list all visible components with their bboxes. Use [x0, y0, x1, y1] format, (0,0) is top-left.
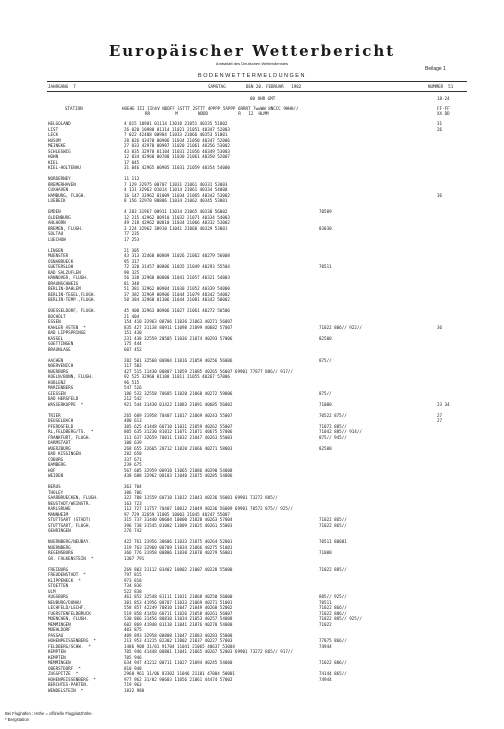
station-extra-wind: 27 [437, 412, 443, 418]
station-name: NORDERNEY [48, 176, 71, 181]
station-extra-groups: 70511 [319, 264, 332, 269]
station-data: 7 129 32975 00707 11031 21061 40331 53003 [124, 181, 228, 187]
station-name: REGENSBURG [48, 550, 74, 555]
station-data: 31 046 42965 00905 11031 21059 40354 54000 [124, 165, 230, 170]
station-data: 337 671 [124, 456, 142, 462]
station-data: 154 410 32963 00706 11036 21063 40271 56007 [124, 319, 233, 324]
report-title: Europäischer Wetterbericht [108, 42, 396, 60]
station-data: 396 738 31545 01002 11009 21025 40261 55003 [124, 522, 233, 528]
station-data: 186 532 32558 70605 11020 21068 40272 59006 [124, 390, 233, 396]
station-name: BRAUNSCHWEIG [48, 280, 79, 286]
station-data: 95 317 [124, 258, 140, 264]
station-extra-groups: 71000 [319, 550, 332, 555]
station-name: BERUS [48, 484, 61, 489]
station-name: LUEBECK [48, 198, 66, 203]
station-name: KIEL-HOLTENAU [48, 165, 81, 170]
station-data: 381 853 41956 00707 11033 21069 40271 51001 [124, 599, 233, 605]
station-data: 11 113 [124, 176, 140, 181]
station-data: 213 953 41215 02302 11002 21037 40227 57003 [124, 638, 233, 643]
station-name: NUERBURG [48, 368, 69, 374]
station-name: KLIPPENECK * [48, 577, 81, 583]
station-name: LUECHOW [48, 236, 66, 242]
station-name: HOHN [48, 154, 59, 159]
station-name: FUERSTENFELDBRUCK [48, 610, 91, 616]
station-extra-groups: 71022 865// [319, 522, 347, 528]
station-extra-wind: 26 [437, 126, 443, 132]
station-extra-wind: 36 [437, 324, 443, 330]
column-extra-header-3: XX DD [437, 111, 450, 116]
station-name: ZUGSPITZE * [48, 671, 79, 676]
station-name: AACHEN [48, 357, 64, 363]
station-name: MANNHEIM [48, 511, 69, 517]
station-data: 319 763 32960 00709 11034 21066 40275 51001 [124, 544, 233, 550]
station-data: 322 708 11559 60710 11012 21043 40236 56001 69901 73272 885// [124, 495, 278, 500]
station-name: KOBLENZ [48, 379, 66, 385]
station-extra-groups: 82500 [319, 335, 332, 341]
station-data: 276 742 [124, 528, 142, 533]
station-data: 1307 791 [124, 555, 145, 561]
station-data: 111 637 32659 70811 11032 21047 40263 55003 [124, 434, 233, 440]
station-data: 28 026 43478 00906 11034 21050 40347 52006 [124, 137, 230, 143]
station-extra-wind: 23 34 [437, 401, 450, 407]
station-extra-groups: 71022 [319, 621, 332, 627]
station-name: BAD LIPPSPRINGE [48, 330, 86, 335]
station-data: 558 857 42249 70810 11047 21049 40260 52002 [124, 605, 233, 610]
station-data: 212 542 [124, 396, 142, 401]
station-name: MUENCHEN, FLUGH. [48, 616, 89, 621]
station-name: SCHLESWIG [48, 148, 71, 154]
station-name: TRIER [48, 412, 61, 418]
station-name: FREUDENSTADT * [48, 572, 86, 577]
station-extra-groups: 82500 [319, 445, 332, 451]
station-name: BERCHTES-PARTEN. [48, 682, 89, 687]
station-data: 175 444 [124, 341, 142, 346]
station-name: LINGEN [48, 247, 64, 253]
station-data: 45 400 32963 00906 11027 21061 40272 56506 [124, 308, 230, 313]
station-name: ULM [48, 588, 56, 594]
station-extra-wind: 36 [437, 192, 443, 198]
station-data: 26 020 10980 01114 11021 21051 40347 52003 [124, 126, 230, 132]
station-name: KOELN/BONN, FLUGH. [48, 374, 94, 379]
station-data: 21 404 [124, 313, 140, 319]
station-data: 51 381 32962 00904 11030 21052 40339 54000 [124, 286, 230, 291]
footer-note-mountain: * Bergstation [5, 717, 29, 722]
station-data: 305 625 41448 60710 11031 21059 40262 55007 [124, 423, 233, 429]
station-extra-wind: 31 [437, 121, 443, 126]
station-name: NUERNBERG [48, 544, 71, 550]
station-name: WUERZBURG [48, 445, 71, 451]
station-name: OEHRINGEN [48, 528, 71, 533]
station-name: KEMPTEN [48, 649, 66, 654]
station-data: 4 131 32962 01014 11014 21061 40334 54000 [124, 187, 228, 192]
station-name: DUESSELDORF, FLUGH. [48, 308, 96, 313]
station-name: NEUSTADT/WEINSTR. [48, 500, 91, 506]
station-data: 56 338 32968 00800 11041 21057 40321 54003 [124, 275, 230, 280]
station-data: 43 035 32970 01104 11031 21056 40349 53003 [124, 148, 230, 154]
station-name: BAMBERG [48, 462, 66, 467]
station-data: 231 438 32559 20505 11036 21074 40293 57006 [124, 335, 233, 341]
station-data: 21 305 [124, 247, 140, 253]
issue-number: NUMMER 51 [428, 84, 454, 89]
station-name: HOHENPEISSENBERG * [48, 638, 96, 643]
section-title: BODENWETTERMELDUNGEN [198, 73, 306, 79]
station-data: 151 430 [124, 330, 142, 335]
station-name: MARIENBERG [48, 385, 74, 390]
station-data: 97 729 32659 11005 10003 21045 40247 55007 [124, 511, 230, 517]
station-name: THOLEY [48, 489, 64, 495]
station-name: BERLIN-TEGEL,FLUGH. [48, 291, 96, 297]
station-data: 282 658 [124, 451, 142, 456]
station-data: 49 218 42962 00810 11034 21066 40332 53002 [124, 220, 230, 225]
station-data: 17 253 [124, 236, 140, 242]
station-data: 1486 908 31/01 91704 11041 21065 40637 53004 [124, 643, 235, 649]
station-data: 81 348 [124, 280, 140, 286]
station-extra-groups: 77075 866// [319, 638, 347, 643]
station-name: STOETTEN [48, 583, 69, 588]
station-data: 112 727 11757 70407 10012 21049 40236 56009 69901 70572 875// 925// [124, 506, 293, 511]
station-name: FREIBURG [48, 566, 69, 572]
station-name: HUSUM [48, 137, 61, 143]
station-name: FRANKFURT, FLUGH. [48, 434, 91, 440]
station-data: 2960 961 31/06 83302 11046 21101 47004 50001 [124, 671, 235, 676]
station-name: DARMSTADT [48, 440, 71, 445]
station-extra-groups: 875// 945// [319, 434, 347, 440]
station-name: MUENSTER [48, 253, 69, 258]
station-extra-wind: 27 [437, 418, 443, 423]
footer-note-airport: Bei Flughäfen : Höhe = offizielle Flugplatzhöhe [5, 711, 92, 716]
station-name: BAD SALZUFLEN [48, 269, 81, 275]
station-data: 973 818 [124, 577, 142, 583]
station-name: OBERSTDORF * [48, 665, 81, 671]
station-data: 810 948 [124, 665, 142, 671]
station-data: 269 803 31112 03402 10002 21007 40228 55000 [124, 566, 233, 572]
station-data: 363 704 [124, 484, 142, 489]
station-data: 8 156 32970 00806 11034 21062 40345 53001 [124, 198, 228, 203]
station-name: STUTTGART, FLUGH. [48, 522, 91, 528]
station-data: 705 946 [124, 654, 142, 660]
station-name: WASSERKUPPE * [48, 401, 84, 407]
station-extra-groups: 71022 806// 922// [319, 324, 362, 330]
station-data: 4 203 31967 00911 11034 21065 40330 56002 [124, 209, 228, 214]
station-data: 519 858 41450 60711 11026 21058 40261 56007 [124, 610, 233, 616]
station-data: 480 613 [124, 418, 142, 423]
column-codes-header: HOEHE III IIhhV NDDFF 1STTT 2STTT 4PPPP 5APPP 6RRRT 7wwWW 8NCCC 9HHH// [122, 106, 299, 111]
station-name: HOHENPEISSENBERG * [48, 676, 96, 682]
station-name: MEMMINGEN [48, 621, 71, 627]
column-extra-header: 18-24 [437, 96, 450, 101]
station-extra-groups: 71042 885// 914// [319, 429, 362, 434]
station-name: AUGSBURG [48, 594, 69, 599]
station-name: MEINEKE [48, 143, 66, 148]
station-data: 634 947 41212 00711 11027 21094 40245 54000 [124, 660, 233, 665]
station-data: 268 655 32665 20712 11020 21066 40271 58003 [124, 445, 233, 451]
station-data: 265 609 31958 70407 11017 21069 40243 55007 [124, 412, 233, 418]
station-extra-groups: 71022 885// 925// [319, 616, 362, 621]
station-extra-groups: 74144 865// [319, 671, 347, 676]
column-extra-header-2: FF-FF [437, 106, 450, 111]
header-rule-top [47, 81, 467, 82]
station-data: 315 737 31440 00604 10000 21028 40263 57004 [124, 517, 233, 522]
station-name: LECK [48, 132, 59, 137]
station-name: HAMBURG, FLUGH. [48, 192, 86, 198]
report-subtitle: Amtsblatt des Deutschen Wetterdienstes [215, 61, 289, 66]
station-data: 43 313 32460 00809 11026 21062 40279 56008 [124, 253, 230, 258]
station-name: BERLIN-DAHLEM [48, 286, 81, 291]
station-name: NOERVENICH [48, 363, 74, 368]
station-extra-groups: 71022 866// [319, 605, 347, 610]
station-name: EMDEN [48, 209, 61, 214]
station-data: 7 022 42408 00904 11033 21066 40353 51001 [124, 132, 228, 137]
station-name: WEIDEN [48, 473, 64, 478]
station-data: 12 215 42962 00910 11032 21071 40334 54003 [124, 214, 230, 220]
station-name: KEMPTEN [48, 654, 66, 660]
station-data: 77 235 [124, 231, 140, 236]
station-data: 734 836 [124, 583, 142, 588]
station-data: 835 427 31138 80911 11098 21099 40682 57007 [124, 324, 233, 330]
station-name: GR. FALKENSTEIN * [48, 555, 94, 561]
station-name: ESSEN [48, 319, 61, 324]
station-name: DEUSELBACH [48, 418, 74, 423]
station-data: 96 515 [124, 379, 140, 385]
station-name: HELGOLAND [48, 121, 71, 126]
station-data: 403 875 [124, 627, 142, 632]
station-data: 202 501 32560 00904 11016 21059 40256 56006 [124, 357, 233, 363]
station-data: 16 147 32962 01009 11034 21065 40342 53002 [124, 192, 230, 198]
station-data: 522 838 [124, 588, 142, 594]
station-data: 117 502 [124, 363, 142, 368]
station-name: GUETERSLOH [48, 264, 74, 269]
station-data: 567 685 32959 00910 11065 21086 40290 54008 [124, 467, 233, 473]
date-label: SAMSTAG DEN 20. FEBRUAR 1982 [208, 84, 302, 89]
station-extra-groups: 885// 925// [319, 594, 347, 599]
station-data: 366 776 31958 00806 11030 21070 40279 56001 [124, 550, 233, 555]
station-name: BOCHOLT [48, 313, 66, 319]
column-codes-subheader: RR M NDDD R 12 HLMM [145, 111, 269, 116]
station-data: 3 224 32962 30910 11041 21060 40329 53001 [124, 225, 228, 231]
station-name: KAHLER ASTEN * [48, 324, 86, 330]
station-data: 108 639 [124, 440, 142, 445]
station-extra-groups: 71022 865// [319, 517, 347, 522]
station-extra-groups: 83030 [319, 225, 332, 231]
station-data: 92 525 32960 01108 11011 21055 40267 57006 [124, 374, 230, 379]
observation-time: 00 UHR GMT [250, 96, 276, 101]
station-data: 719 963 [124, 682, 142, 687]
station-data: 386 706 [124, 489, 142, 495]
station-data: 977 962 31/02 90603 11056 21061 44474 57002 [124, 676, 233, 682]
station-name: MUEHLDORF [48, 627, 71, 632]
station-data: 239 675 [124, 462, 142, 467]
station-data: 50 384 32960 01306 11044 21081 40342 50002 [124, 297, 230, 302]
station-name: BRAUNLAGE [48, 346, 71, 352]
station-data: 607 452 [124, 346, 142, 352]
station-extra-groups: 74944 [319, 676, 332, 682]
station-data: 530 866 31456 80810 11034 21053 40257 54008 [124, 616, 233, 621]
station-extra-groups: 71022 885// [319, 566, 347, 572]
station-data: 921 544 31430 01422 11083 21091 40685 56002 [124, 401, 233, 407]
station-name: GOETTINGEN [48, 341, 74, 346]
station-name: BREMEN, FLUGH. [48, 225, 84, 231]
station-name: OSNABRUECK [48, 258, 74, 264]
station-name: FELDBERG/SCHW. * [48, 643, 91, 649]
station-name: SOLTAU [48, 231, 64, 236]
station-extra-groups: 71022 886// [319, 610, 347, 616]
station-name: BREMERHAVEN [48, 181, 76, 187]
station-name: BERLIN-TEMP.,FLUGH. [48, 297, 96, 302]
station-data: 1832 980 [124, 687, 145, 693]
station-name: SAARBRUECKEN, FLUGH. [48, 495, 99, 500]
station-name: PASSAU [48, 632, 64, 638]
station-data: 422 761 31956 30606 11033 21075 40264 52001 [124, 539, 233, 544]
station-name: CUXHAVEN [48, 187, 69, 192]
station-extra-groups: 70522 875// [319, 412, 347, 418]
station-name: NEUBURG/DONAU [48, 599, 81, 605]
station-name: WENDELSTEIN * [48, 687, 84, 693]
station-extra-groups: 70511 80081 [319, 539, 347, 544]
station-name: BAD KISSINGEN [48, 451, 81, 456]
station-data: 72 320 31457 00806 11035 21049 40293 55504 [124, 264, 230, 269]
station-extra-groups: 71000 [319, 401, 332, 407]
station-name: RL,FELDBERG/TS. * [48, 429, 94, 434]
station-extra-groups: 71022 886// [319, 660, 347, 665]
station-name: AHLHORN [48, 220, 66, 225]
station-name: PFERDSFELD [48, 423, 74, 429]
beilage-label: Beilage 1 [425, 66, 446, 72]
station-name: HOF [48, 467, 56, 473]
station-name: MEMMINGEN [48, 660, 71, 665]
station-extra-groups: 70509 [319, 209, 332, 214]
station-data: 438 688 32962 00103 11040 21075 40285 54006 [124, 473, 233, 478]
station-data: 4 015 10981 01114 11010 21051 40335 51002 [124, 121, 228, 126]
station-data: 461 852 32548 81111 11031 21068 40250 56000 [124, 594, 233, 599]
station-name: COBURG [48, 456, 64, 462]
station-name: HANNOVER, FLUGH. [48, 275, 89, 280]
station-data: 705 946 41448 00801 11041 21065 40267 52003 69901 73272 865// 917// [124, 649, 293, 654]
jahrgang-label: JAHRGANG 7 [48, 84, 76, 89]
station-data: 602 869 41940 01110 11041 21076 40270 54000 [124, 621, 233, 627]
station-name: LIST [48, 126, 59, 132]
station-data: 797 815 [124, 572, 142, 577]
station-name: GIESSEN [48, 390, 66, 396]
station-extra-groups: 875// [319, 357, 332, 363]
station-name: LECHFELD/LECHF. [48, 605, 86, 610]
station-data: 409 893 32958 00808 11047 21083 40283 55000 [124, 632, 233, 638]
station-extra-groups: 74944 [319, 643, 332, 649]
station-data: 427 515 11430 00807 11059 21085 40265 56007 69901 77877 886// 917// [124, 368, 293, 374]
header-rule-bottom [47, 91, 467, 92]
station-name: KARLSRUHE [48, 506, 71, 511]
station-data: 547 526 [124, 385, 142, 390]
station-data: 17 045 [124, 159, 140, 165]
station-name: KIEL [48, 159, 59, 165]
station-name: OLDENBURG [48, 214, 71, 220]
station-data: 805 635 31230 81012 11071 21071 40675 57006 [124, 429, 233, 434]
column-station-header: STATION [65, 106, 83, 111]
station-name: NUERNBERG/NEUBAY. [48, 539, 91, 544]
station-extra-groups: 875// [319, 390, 332, 396]
station-data: 37 382 32969 00906 11044 21079 40342 54002 [124, 291, 230, 297]
station-data: 163 723 [124, 500, 142, 506]
station-name: BAD HERSFELD [48, 396, 79, 401]
station-data: 27 033 42970 00907 11020 21061 40356 53002 [124, 143, 230, 148]
station-name: STUTTGART (STADT) [48, 517, 91, 522]
station-extra-groups: 71072 885// [319, 423, 347, 429]
station-data: 12 034 42960 00708 11030 21061 40350 52007 [124, 154, 230, 159]
station-extra-groups: 70511 [319, 599, 332, 605]
station-data: 98 325 [124, 269, 140, 275]
station-name: KASSEL [48, 335, 64, 341]
